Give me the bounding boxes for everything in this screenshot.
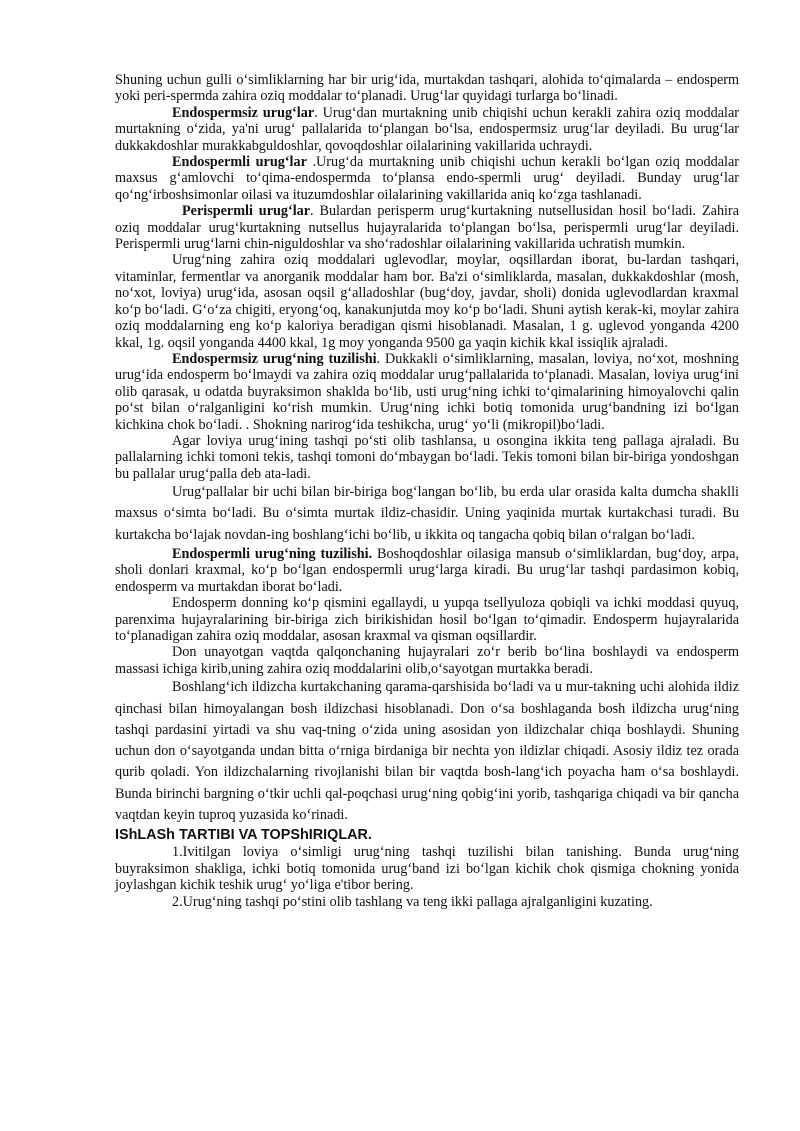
term-perispermic-seeds: Perispermli urug‘lar: [182, 203, 311, 220]
paragraph-endospermless-structure: Endospermsiz urug‘ning tuzilishi. Dukkakli o‘simliklarning, masalan, loviya, no‘xot, moshning urug‘ida endosperm bo‘lmaydi va zahira oziq moddalar urug‘pallalarida to‘planadi. Masalan, loviya urug‘ini olib qarasak, u odatda buyraksimon shaklda bo‘lib, usti urug‘ning ichki to‘qimalarining himoyalovchi qalin po‘st bilan o‘ralganligini ko‘rish mumkin. Urug‘ning ichki botiq tomonida urug‘bandning izi bo‘lgan kichkina chok bo‘ladi. . Shokning narirog‘ida teshikcha, urug‘ yo‘li (mikropil)bo‘ladi.: [115, 350, 739, 433]
section-heading: IShLASh TARTIBI VA TOPShIRIQLAR.: [115, 827, 372, 844]
task-1: 1.Ivitilgan loviya o‘simligi urug‘ning tashqi tuzilishi bilan tanishing. Bunda urug‘ning buyraksimon shakliga, ichki botiq tomonida urug‘band izi bo‘lgan kichik chok qismiga chokning yonida joylashgan kichik teshik urug‘ yo‘liga e'tibor bering.: [115, 844, 739, 894]
paragraph-intro: Shuning uchun gulli o‘simliklarning har bir urig‘ida, murtakdan tashqari, alohida to‘qimalarda – endosperm yoki peri-spermda zahira oziq moddalar to‘planadi. Urug‘lar quyidagi turlarga bo‘linadi.: [115, 72, 739, 105]
paragraph-roots: Boshlang‘ich ildizcha kurtakchaning qarama-qarshisida bo‘ladi va u mur-takning uchi alohida ildiz qinchasi bilan himoyalangan bosh ildizchasi hisoblanadi. Don o‘sa boshlaganda bosh ildizcha urug‘ning tashqi pardasini yirtadi va shu vaq-tning o‘zida uning asosidan yon ildizchalar chiqa boshlaydi. Shuning uchun don o‘sayotganda undan bitta o‘rniga birdaniga bir nechta yon ildizlar chiqadi. Asosiy ildiz tez orada qurib qoladi. Yon ildizchalarning rivojlanishi bilan bir vaqtda bosh-lang‘ich poyacha ham o‘sa boshlaydi. Bunda birinchi bargning o‘tkir uchli qal-poqchasi urug‘ning qobig‘ini yorib, tashqariga chiqadi va bir qancha vaqtdan keyin tuproq yuzasida ko‘rinadi.: [115, 679, 739, 824]
paragraph-endospermic-seeds: Endospermli urug‘lar .Urug‘da murtakning unib chiqishi uchun kerakli bo‘lgan oziq moddalar maxsus g‘amlovchi to‘qima-endospermda to‘plansa endo-spermli urug‘ deyiladi. Bunday urug‘lar qo‘ng‘irboshsimonlar oilasi va ituzumdoshlar oilalarining vakillarida aniq ko‘zga tashlanadi.: [115, 154, 739, 203]
paragraph-endospermic-structure: Endospermli urug‘ning tuzilishi. Boshoqdoshlar oilasiga mansub o‘simliklardan, bug‘doy, arpa, sholi donlari kraxmal, ko‘p bo‘lgan endospermli urug‘larga kiradi. Bu urug‘lar tashqi pardasimon kobiq, endosperm va murtakdan iborat bo‘ladi.: [115, 546, 739, 595]
paragraph-nutrients: Urug‘ning zahira oziq moddalari uglevodlar, moylar, oqsillardan iborat, bu-lardan tashqari, vitaminlar, fermentlar va anorganik moddalar ham bor. Ba'zi o‘simliklarda, masalan, dukkakdoshlar (mosh, no‘xot, loviya) urug‘ida, asosan oqsil g‘alladoshlar (bug‘doy, javdar, sholi) donida uglevodlardan kraxmal ko‘p bo‘ladi. G‘o‘za chigiti, eryong‘oq, kanakunjutda moy ko‘p bo‘ladi. Shuni aytish kerak-ki, moylar zahira oziq moddalarning eng ko‘p kaloriya beradigan qismi hisoblanadi. Masalan, 1 g. uglevod yonganda 4200 kkal, 1g. oqsil yonganda 4400 kkal, 1g moy yonganda 9500 ga yaqin kichik kkal issiqlik ajraladi.: [115, 252, 739, 351]
document-page: [115, 72, 739, 910]
task-2: 2.Urug‘ning tashqi po‘stini olib tashlang va teng ikki pallaga ajralganligini kuzating.: [172, 893, 653, 910]
paragraph-cotyledons: Urug‘pallalar bir uchi bilan bir-biriga bog‘langan bo‘lib, bu erda ular orasida kalta dumcha shaklli maxsus o‘simta bo‘ladi. Bu o‘simta murtak ildiz-chasidir. Uning yaqinida murtak kurtakchasi turadi. Bu kurtakcha bo‘lajak novdan-ing boshlang‘ichi bo‘lib, u ikkita oq tangacha qobiq bilan o‘ralgan bo‘ladi.: [115, 484, 739, 543]
paragraph-germination: Don unayotgan vaqtda qalqonchaning hujayralari zo‘r berib bo‘lina boshlaydi va endosperm massasi ichiga kirib,uning zahira oziq moddalarini olib,o‘sayotgan murtakka beradi.: [115, 644, 739, 677]
term-endospermless-seeds: Endospermsiz urug‘lar: [172, 104, 315, 121]
paragraph-endospermless-seeds: Endospermsiz urug‘lar. Urug‘dan murtakning unib chiqishi uchun kerakli zahira oziq moddalar murtakning o‘zida, ya'ni urug‘ pallalarida to‘plangan bo‘lsa, endospermsiz urug‘lar deyiladi. Bu urug‘lar dukkakdoshlar murakkabguldoshlar, qovoqdoshlar oilalarining vakillarida uchraydi.: [115, 104, 739, 154]
paragraph-perispermic-seeds: Perispermli urug‘lar. Bulardan perisperm urug‘kurtakning nutsellusidan hosil bo‘ladi. Zahira oziq moddalar urug‘kurtakning nutsellus hujayralarida to‘plangan bo‘lsa, perispermli urug‘lar deyiladi. Perispermli urug‘larni chin-niguldoshlar va sho‘radoshlar oilalarining vakillarida uchratish mumkin.: [115, 203, 740, 253]
paragraph-endosperm: Endosperm donning ko‘p qismini egallaydi, u yupqa tsellyuloza qobiqli va ichki moddasi quyuq, parenxima hujayralarining bir-biriga zich birikishidan hosil bo‘lgan to‘qimadir. Endosperm hujayralarida to‘planadigan zahira oziq moddalar, asosan kraxmal va qisman oqsillardir.: [115, 595, 739, 645]
paragraph-bean-halves: Agar loviya urug‘ining tashqi po‘sti olib tashlansa, u osongina ikkita teng pallaga ajraladi. Bu pallalarning ichki tomoni tekis, tashqi tomoni do‘mbaygan bo‘ladi. Tekis tomoni bilan bir-biriga yondoshgan bu pallalar urug‘palla deb ata-ladi.: [115, 432, 739, 482]
term-endospermless-structure: Endospermsiz urug‘ning tuzilishi: [172, 350, 377, 367]
term-endospermic-seeds: Endospermli urug‘lar: [172, 154, 307, 171]
term-endospermic-structure: Endospermli urug‘ning tuzilishi.: [172, 546, 373, 563]
